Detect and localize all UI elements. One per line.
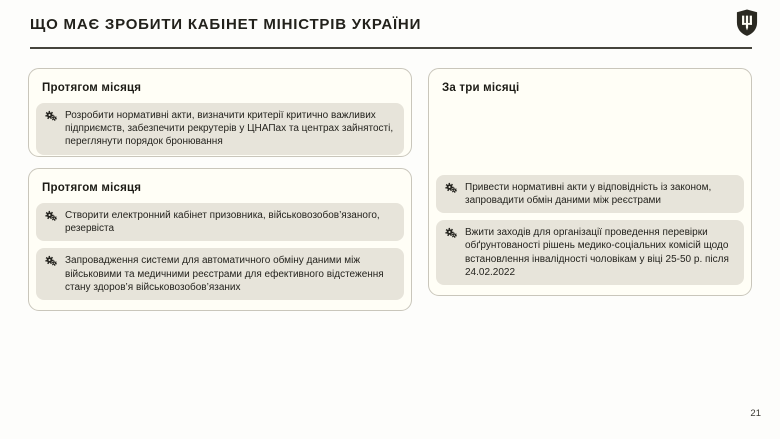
header-divider <box>30 47 752 49</box>
gears-icon <box>445 182 457 194</box>
task-item <box>436 220 744 285</box>
task-item <box>36 203 404 241</box>
task-text: Вжити заходів для організації проведення перевірки обґрунтованості рішень медико-соціальних комісій щодо встановлення інвалідності чоловікам у віці 25-50 р. після 24.02.2022 <box>465 227 729 278</box>
task-item <box>36 248 404 300</box>
panel-within-month-1 <box>28 68 412 157</box>
right-column <box>428 68 752 296</box>
task-text: Запровадження системи для автоматичного обміну даними між військовими та медичними реєстрами для ефективного відстеження стану здоров’я військовозобов’язаних <box>65 255 384 293</box>
task-item <box>436 175 744 213</box>
task-item <box>36 103 404 155</box>
task-text: Розробити нормативні акти, визначити критерії критично важливих підприємств, забезпечити рекрутерів у ЦНАПах та центрах зайнятості, переглянути порядок бронювання <box>65 110 394 148</box>
task-text: Привести нормативні акти у відповідність із законом, запровадити обмін даними між реєстрами <box>465 181 712 206</box>
panel-spacer <box>436 103 744 175</box>
panel-title: Протягом місяця <box>42 82 142 94</box>
gears-icon <box>45 110 57 122</box>
left-column <box>28 68 412 296</box>
gears-icon <box>45 210 57 222</box>
ukraine-trident-shield-icon <box>736 8 758 37</box>
slide-content <box>28 68 752 296</box>
panel-title: За три місяці <box>442 82 520 94</box>
panel-three-months <box>428 68 752 296</box>
panel-title: Протягом місяця <box>42 182 142 194</box>
gears-icon <box>45 255 57 267</box>
page-number: 21 <box>750 408 761 419</box>
panel-within-month-2 <box>28 168 412 311</box>
page-title: ЩО МАЄ ЗРОБИТИ КАБІНЕТ МІНІСТРІВ УКРАЇНИ <box>30 16 422 33</box>
task-text: Створити електронний кабінет призовника, військовозобов’язаного, резервіста <box>65 210 380 235</box>
gears-icon <box>445 227 457 239</box>
